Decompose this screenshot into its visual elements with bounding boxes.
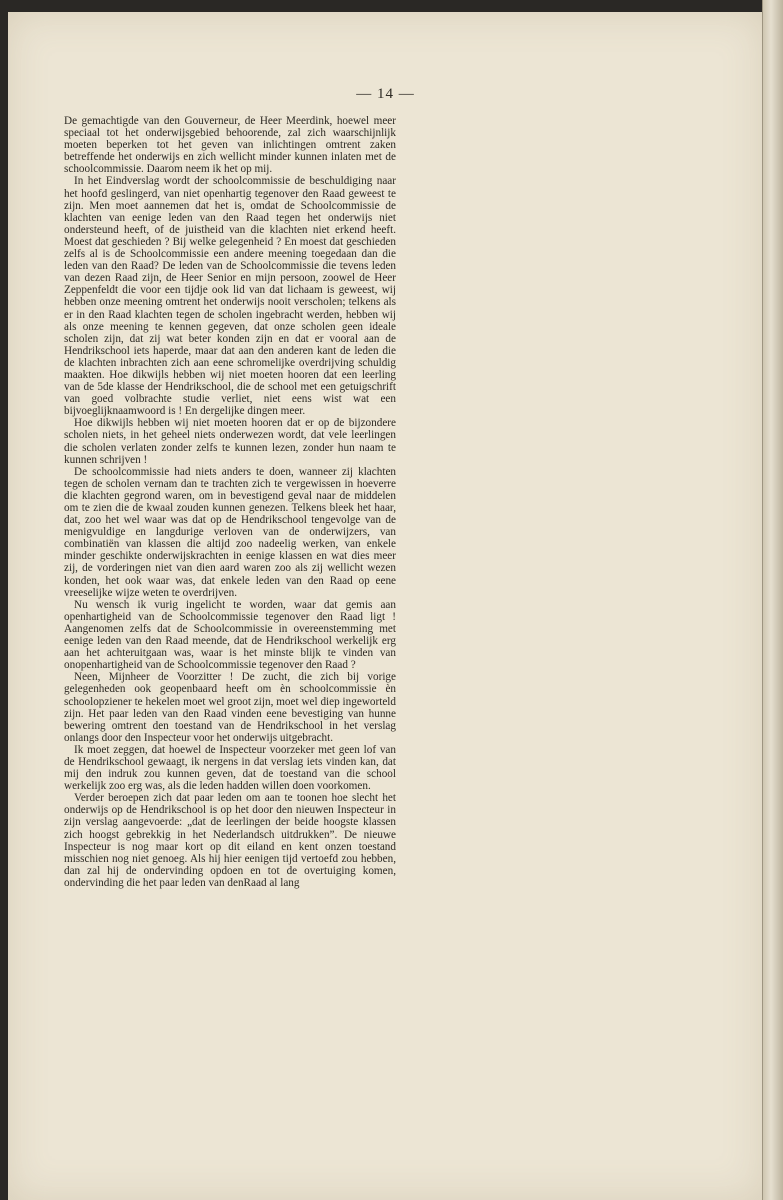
paragraph-5: Nu wensch ik vurig ingelicht te worden, waar dat gemis aan openhartigheid van de Schoolcommissie tegenover den Raad ligt ! Aangenomen zelfs dat de Schoolcommissie in overeenstemming met eenige leden van den Raad meende, dat de Hendrikschool werkelijk erg aan het achteruitgaan was, waar is het minste blijk te vinden van onopenhartigheid van de Schoolcommissie tegenover den Raad ? — [64, 598, 396, 672]
paragraph-8: Verder beroepen zich dat paar leden om aan te toonen hoe slecht het onderwijs op de Hendrikschool is op het door den nieuwen Inspecteur in zijn verslag aangevoerde: „dat de leerlingen der beide hoogste klassen zich hoogst gebrekkig in het Nederlandsch uitdrukken”. De nieuwe Inspecteur is nog maar kort op dit eiland en kent onzen toestand misschien nog niet genoeg. Als hij hier eenigen tijd vertoefd zou hebben, dan zal hij de ondervinding opdoen en tot de overtuiging komen, ondervinding die het paar leden van denRaad al lang — [64, 792, 396, 889]
paragraph-7: Ik moet zeggen, dat hoewel de Inspecteur voorzeker met geen lof van de Hendrikschool gewaagt, ik nergens in dat verslag iets vinden kan, dat mij den indruk zou kunnen geven, dat de toestand van die school werkelijk zoo erg was, als die leden hadden willen doen voorkomen. — [64, 743, 396, 793]
body-text — [64, 115, 396, 889]
paragraph-3: Hoe dikwijls hebben wij niet moeten hooren dat er op de bijzondere scholen niets, in het geheel niets onderwezen wordt, dat vele leerlingen die scholen verlaten zonder zelfs te kunnen lezen, zonder hun naam te kunnen schrijven ! — [64, 417, 396, 466]
paragraph-1: De gemachtigde van den Gouverneur, de Heer Meerdink, hoewel meer speciaal tot het onderwijsgebied behoorende, zal zich waarschijnlijk moeten beperken tot het geven van inlichtingen omtrent zaken betreffende het onderwijs en zich wellicht minder kunnen inlaten met de schoolcommissie. Daarom neem ik het op mij. — [64, 115, 396, 176]
document-page — [8, 12, 763, 1200]
paragraph-6: Neen, Mijnheer de Voorzitter ! De zucht, die zich bij vorige gelegenheden ook geopenbaard heeft om èn schoolcommissie èn schoolopziener te hekelen moet wel groot zijn, moet wel diep ingeworteld zijn. Het paar leden van den Raad vinden eene bevestiging van hunne bewering omtrent den toestand van de Hendrikschool in het verslag onlangs door den Inspecteur voor het onderwijs uitgebracht. — [64, 671, 396, 744]
paragraph-2: In het Eindverslag wordt der schoolcommissie de beschuldiging naar het hoofd geslingerd, van niet openhartig tegenover den Raad geweest te zijn. Men moet aannemen dat het is, omdat de Schoolcommissie de klachten van eenige leden van den Raad tegen het onderwijs niet ondersteund heeft, of de juistheid van die klachten niet erkend heeft. Moest dat geschieden ? Bij welke gelegenheid ? En moest dat geschieden zelfs al is de Schoolcommissie een andere meening toegedaan dan die leden van den Raad? De leden van de Schoolcommissie die tevens leden van dezen Raad zijn, de Heer Senior en mijn persoon, zoowel de Heer Zeppenfeldt die voor een tijdje ook lid van dat lichaam is geweest, wij hebben onze meening omtrent het onderwijs nooit verscholen; telkens als er in den Raad klachten tegen de scholen ingebracht werden, hebben wij als onze meening te kennen gegeven, dat onze scholen geen ideale scholen zijn, dat zij wat beter konden zijn en dat er vooral aan de Hendrikschool iets haperde, maar dat aan den anderen kant de leden die de klachten inbrachten zich aan eene schromelijke overdrijving schuldig maakten. Hoe dikwijls hebben wij niet moeten hooren dat een leerling van de 5de klasse der Hendrikschool, die de school met een getuigschrift van goed volbrachte studie verliet, niet eens wist wat een bijvoeglijknaamwoord is ! En dergelijke dingen meer. — [64, 175, 396, 418]
page-number: — 14 — — [356, 86, 415, 102]
paragraph-4: De schoolcommissie had niets anders te doen, wanneer zij klachten tegen de scholen vernam dan te trachten zich te vergewissen in hoeverre die klachten gegrond waren, om in bevestigend geval naar de middelen om te zien die de kwaal zouden kunnen genezen. Telkens bleek het haar, dat, zoo het wel waar was dat op de Hendrikschool tengevolge van de menigvuldige en langdurige verloven van de onderwijzers, van combinatiën van klassen die altijd zoo nadeelig werken, van enkele minder geschikte onderwijskrachten in eenige klassen en wat dies meer zij, de vorderingen niet van dien aard waren zoo als zij wellicht wezen konden, het ook waar was, dat enkele leden van den Raad op eene vreeselijke wijze weten te overdrijven. — [64, 465, 396, 599]
book-spine-edge — [762, 0, 783, 1200]
